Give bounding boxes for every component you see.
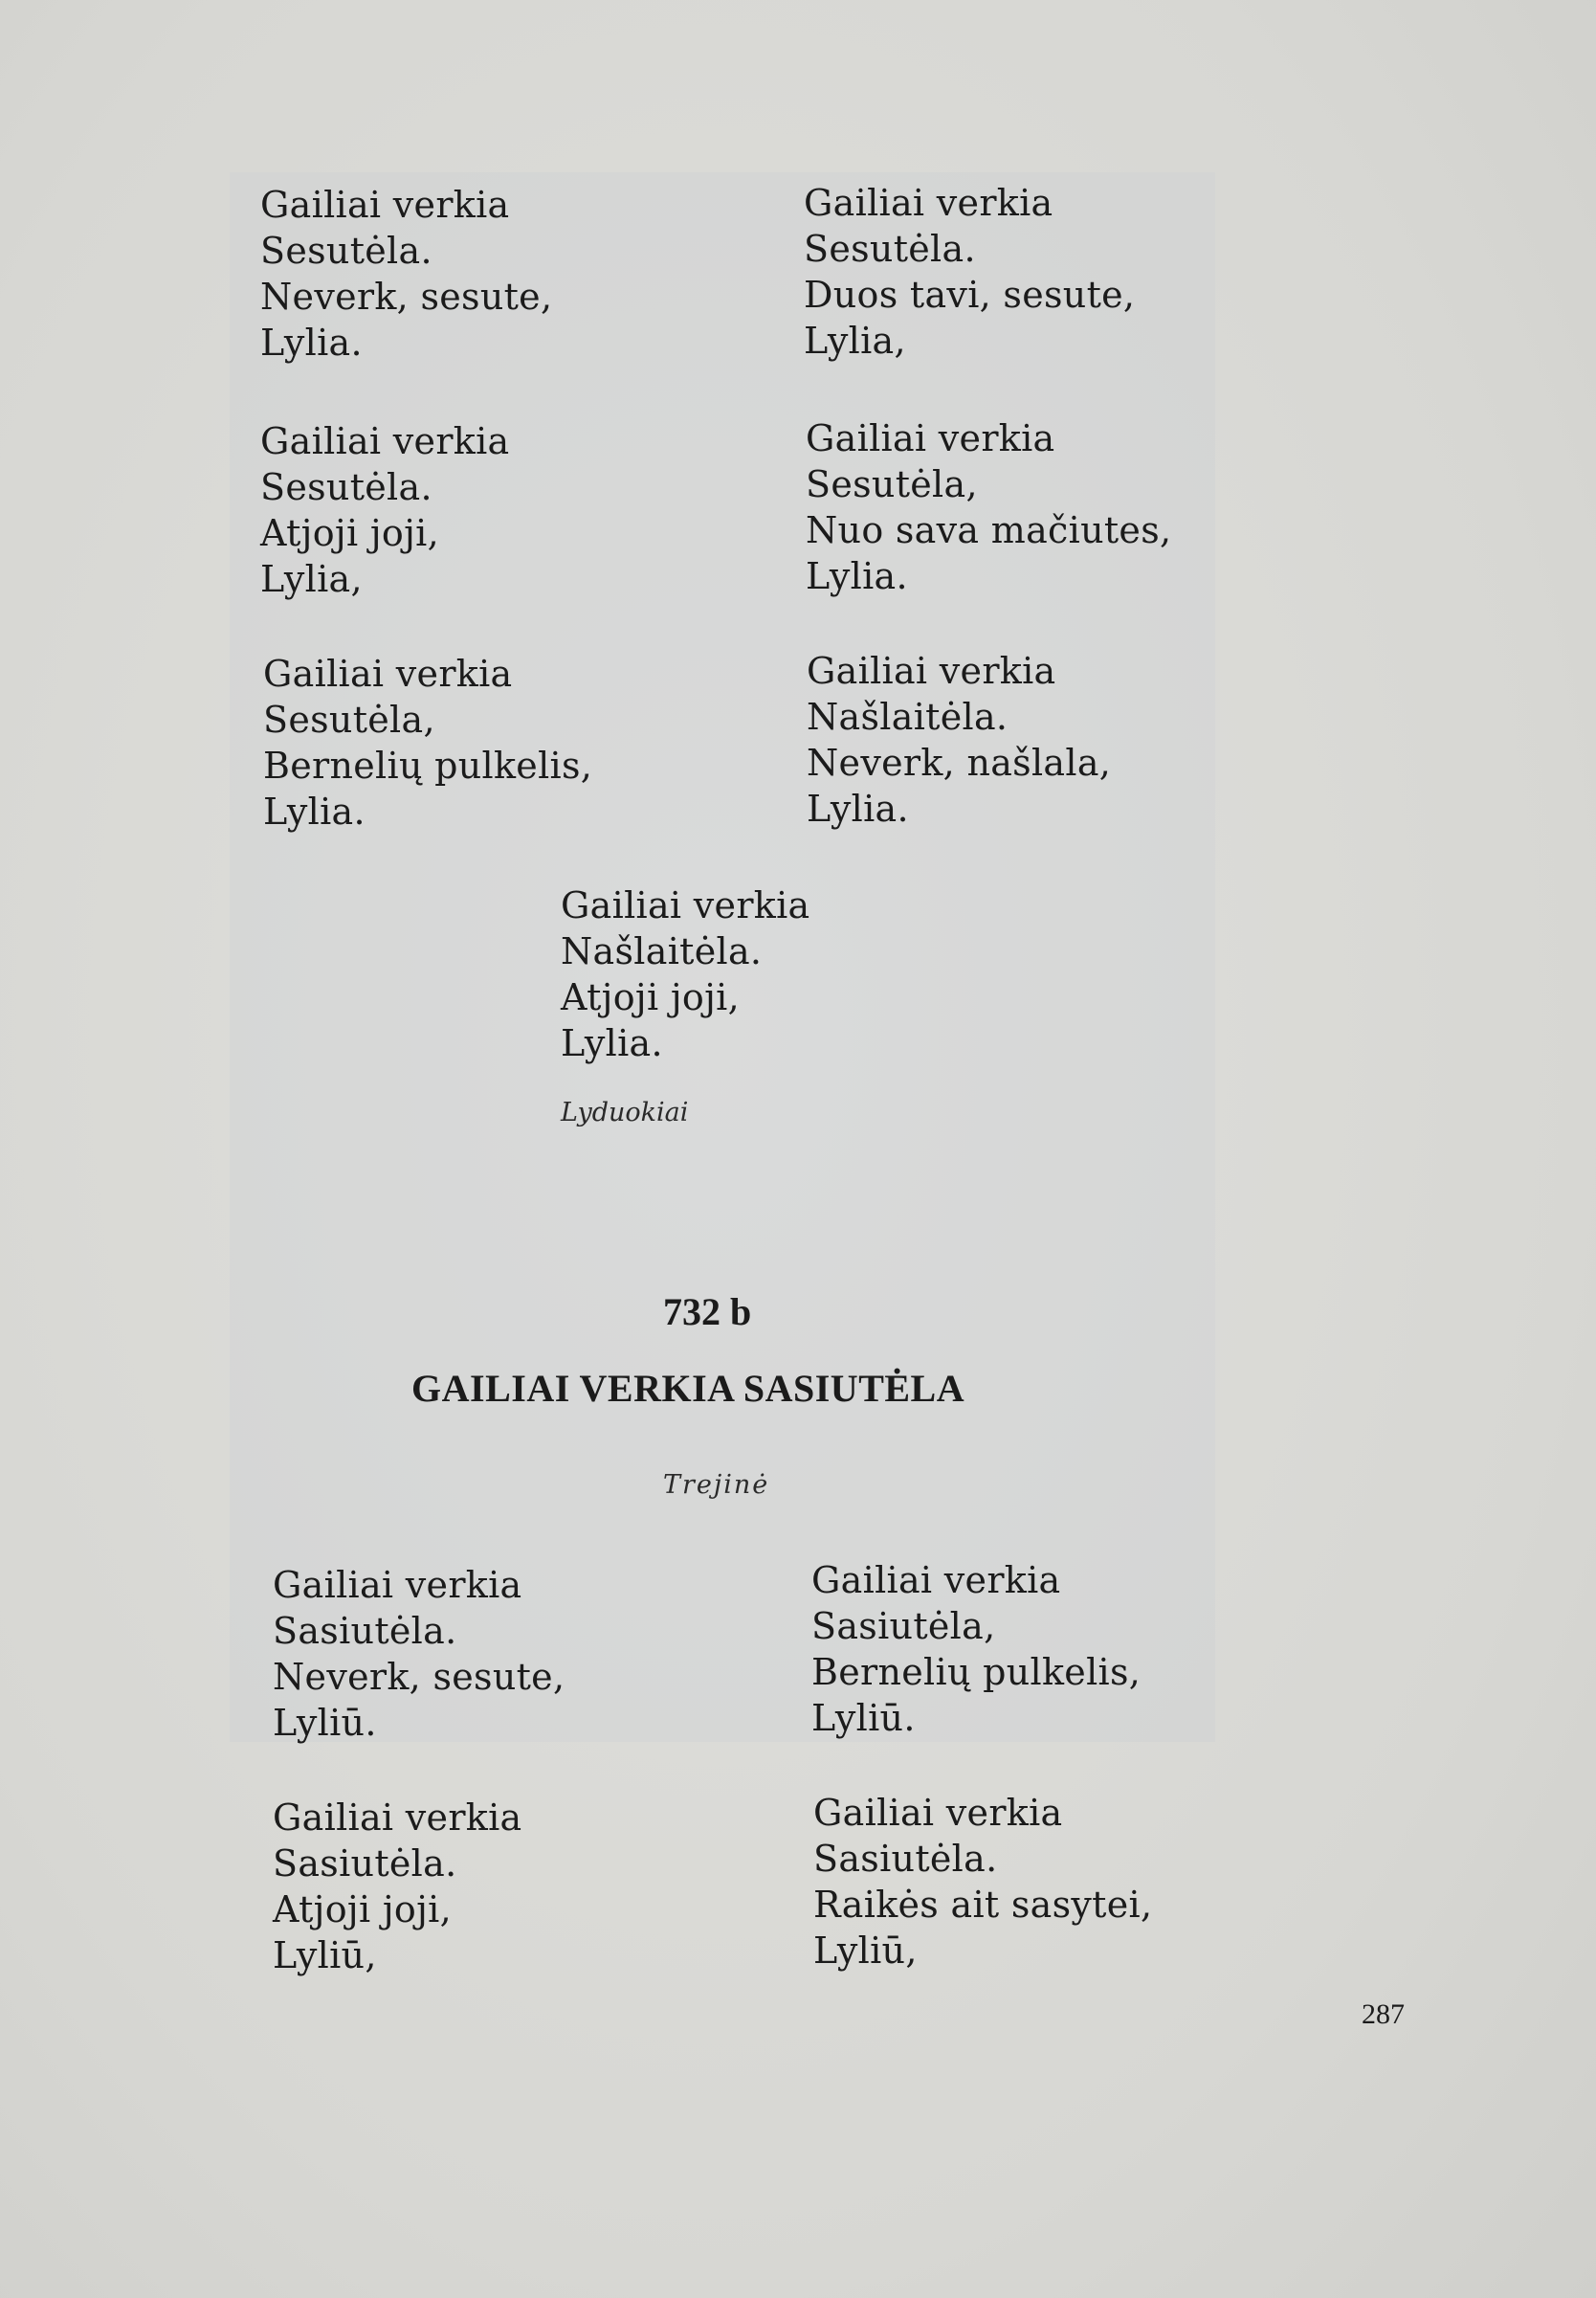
verse-line: Neverk, našlala, — [807, 742, 1112, 784]
verse-line: Lyliū. — [273, 1702, 377, 1744]
verse-line: Gailiai verkia — [811, 1559, 1061, 1601]
verse-line: Sasiutėla. — [273, 1842, 457, 1885]
verse-line: Sasiutėla. — [813, 1838, 998, 1880]
page-number: 287 — [1362, 1998, 1405, 2030]
verse-line: Sasiutėla, — [811, 1605, 996, 1647]
verse-line: Lylia. — [807, 788, 909, 830]
verse-line: Lylia. — [263, 791, 366, 833]
stanza-7 — [561, 882, 810, 1066]
song-title: GAILIAI VERKIA SASIUTĖLA — [411, 1367, 965, 1410]
stanza-2 — [804, 180, 1135, 364]
stanza-11 — [813, 1790, 1152, 1974]
verse-line: Lylia, — [804, 320, 906, 362]
stanza-10 — [273, 1795, 522, 1978]
stanza-6 — [807, 648, 1111, 832]
verse-line: Našlaitėla. — [807, 696, 1009, 738]
verse-line: Sasiutėla. — [273, 1610, 457, 1652]
place-note: Lyduokiai — [561, 1098, 689, 1127]
stanza-4 — [806, 415, 1171, 599]
verse-line: Sesutėla. — [804, 228, 976, 270]
verse-line: Gailiai verkia — [804, 182, 1053, 224]
verse-line: Gailiai verkia — [813, 1792, 1063, 1834]
verse-line: Gailiai verkia — [260, 184, 510, 226]
verse-line: Gailiai verkia — [263, 653, 513, 695]
verse-line: Sesutėla. — [260, 466, 432, 508]
verse-line: Lylia. — [260, 322, 363, 364]
song-type: Trejinė — [663, 1470, 770, 1500]
verse-line: Gailiai verkia — [806, 417, 1055, 459]
stanza-9 — [811, 1557, 1141, 1741]
verse-line: Lylia. — [561, 1022, 663, 1064]
song-number: 732 b — [663, 1290, 752, 1333]
verse-line: Lyliū. — [811, 1697, 916, 1739]
stanza-5 — [263, 651, 592, 835]
verse-line: Gailiai verkia — [807, 650, 1056, 692]
verse-line: Našlaitėla. — [561, 930, 763, 972]
verse-line: Sesutėla. — [260, 230, 432, 272]
verse-line: Lyliū, — [273, 1934, 377, 1976]
stanza-1 — [260, 182, 552, 366]
verse-line: Atjoji joji, — [561, 976, 740, 1018]
verse-line: Lylia, — [260, 558, 363, 600]
verse-line: Bernelių pulkelis, — [263, 745, 593, 787]
verse-line: Raikės ait sasytei, — [813, 1884, 1153, 1926]
verse-line: Gailiai verkia — [561, 884, 810, 926]
stanza-8 — [273, 1562, 565, 1746]
verse-line: Sesutėla, — [806, 463, 978, 505]
verse-line: Gailiai verkia — [260, 420, 510, 462]
verse-line: Duos tavi, sesute, — [804, 274, 1136, 316]
verse-line: Atjoji joji, — [273, 1888, 452, 1930]
verse-line: Bernelių pulkelis, — [811, 1651, 1142, 1693]
verse-line: Atjoji joji, — [260, 512, 439, 554]
verse-line: Neverk, sesute, — [273, 1656, 565, 1698]
verse-line: Nuo sava mačiutes, — [806, 509, 1172, 551]
verse-line: Gailiai verkia — [273, 1564, 522, 1606]
stanza-3 — [260, 418, 510, 602]
verse-line: Lylia. — [806, 555, 908, 597]
verse-line: Gailiai verkia — [273, 1796, 522, 1839]
verse-line: Sesutėla, — [263, 699, 435, 741]
verse-line: Neverk, sesute, — [260, 276, 553, 318]
verse-line: Lyliū, — [813, 1930, 918, 1972]
